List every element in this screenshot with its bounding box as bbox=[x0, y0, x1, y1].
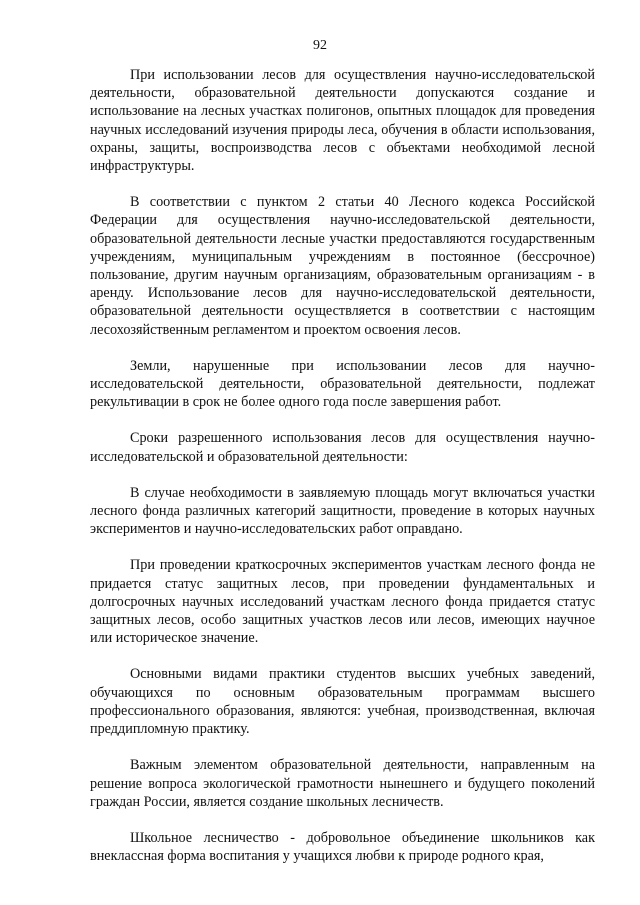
paragraph-9: Школьное лесничество - добровольное объединение школьников как внеклассная форма воспитания у учащихся любви к природе родного края, bbox=[90, 829, 595, 865]
paragraph-6: При проведении краткосрочных экспериментов участкам лесного фонда не придается статус защитных лесов, при проведении фундаментальных и долгосрочных научных исследований участкам лесного фонда придается статус защитных лесов, особо защитных участков лесов или лесов, имеющих научное или историческое значение. bbox=[90, 557, 595, 647]
paragraph-1: При использовании лесов для осуществления научно-исследовательской деятельности, образовательной деятельности допускаются создание и использование на лесных участках полигонов, опытных площадок для проведения научных исследований изучения природы леса, обучения в области использования, охраны, защиты, воспроизводства лесов с объектами необходимой лесной инфраструктуры. bbox=[90, 67, 595, 175]
paragraph-5: В случае необходимости в заявляемую площадь могут включаться участки лесного фонда различных категорий защитности, проведение в которых научных экспериментов и научно-исследовательских работ оправдано. bbox=[90, 484, 595, 538]
paragraph-4: Сроки разрешенного использования лесов для осуществления научно-исследовательской и образовательной деятельности: bbox=[90, 430, 595, 465]
paragraph-8: Важным элементом образовательной деятельности, направленным на решение вопроса экологической грамотности нынешнего и будущего поколений граждан России, является создание школьных лесничеств. bbox=[90, 757, 595, 810]
page-number: 92 bbox=[313, 38, 327, 53]
paragraph-7: Основными видами практики студентов высших учебных заведений, обучающихся по основным образовательным программам высшего профессионального образования, являются: учебная, производственная, включая преддипломную практику. bbox=[90, 666, 595, 738]
paragraph-2: В соответствии с пунктом 2 статьи 40 Лесного кодекса Российской Федерации для осуществления научно-исследовательской деятельности, образовательной деятельности лесные участки предоставляются государственным учреждениям, муниципальным учреждениям в постоянное (бессрочное) пользование, другим научным организациям, образовательным организациям - в аренду. Использование лесов для научно-исследовательской деятельности, образовательной деятельности осуществляется в соответствии с настоящим лесохозяйственным регламентом и проектом освоения лесов. bbox=[90, 194, 595, 338]
document-body bbox=[90, 66, 595, 883]
paragraph-3: Земли, нарушенные при использовании лесов для научно-исследовательской деятельности, образовательной деятельности, подлежат рекультивации в срок не более одного года после завершения работ. bbox=[90, 357, 595, 411]
